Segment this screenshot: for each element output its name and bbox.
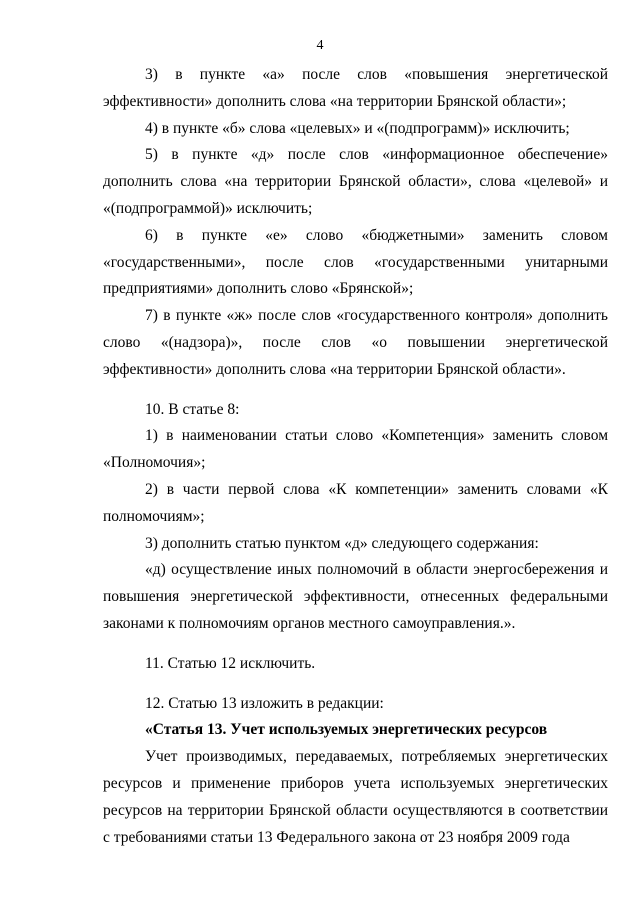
section-10-heading: 10. В статье 8:	[145, 400, 240, 418]
paragraph-item-5d: 5) в пункте «д» после слов «информационное обеспечение» дополнить слова «на территории Брянской области», слова «целевой» и «(подпрограммой)» исключить;	[103, 146, 608, 217]
section-11: 11. Статью 12 исключить.	[145, 654, 316, 672]
article-13-title: «Статья 13. Учет используемых энергетических ресурсов	[145, 721, 548, 739]
article-13-text: Учет производимых, передаваемых, потребляемых энергетических ресурсов и применение приборов учета используемых энергетических ресурсов на территории Брянской области осуществляются в соответствии с требованиями статьи 13 Федерального закона от 23 ноября 2009 года	[103, 748, 608, 846]
section-10-item-2: 2) в части первой слова «К компетенции» заменить словами «К полномочиям»;	[103, 480, 608, 525]
section-10-item-d-text: «д) осуществление иных полномочий в области энергосбережения и повышения энергетической эффективности, отнесенных федеральными законами к полномочиям органов местного самоуправления.».	[103, 561, 608, 632]
paragraph-item-4b: 4) в пункте «б» слова «целевых» и «(подпрограмм)» исключить;	[145, 119, 570, 137]
paragraph-item-6e: 6) в пункте «е» слово «бюджетными» заменить словом «государственными», после слов «государственными унитарными предприятиями» дополнить слово «Брянской»;	[103, 226, 608, 298]
page-number: 4	[316, 38, 324, 53]
paragraph-item-7zh: 7) в пункте «ж» после слов «государственного контроля» дополнить слово «(надзора)», после слов «о повышении энергетической эффективности» дополнить слова «на территории Брянской области».	[103, 307, 608, 378]
section-10-item-1: 1) в наименовании статьи слово «Компетенция» заменить словом «Полномочия»;	[103, 427, 608, 472]
document-body	[103, 62, 608, 851]
section-12-heading: 12. Статью 13 изложить в редакции:	[145, 694, 384, 712]
section-10-item-3: 3) дополнить статью пунктом «д» следующего содержания:	[145, 534, 539, 552]
paragraph-item-3a: 3) в пункте «а» после слов «повышения энергетической эффективности» дополнить слова «на территории Брянской области»;	[103, 66, 608, 110]
